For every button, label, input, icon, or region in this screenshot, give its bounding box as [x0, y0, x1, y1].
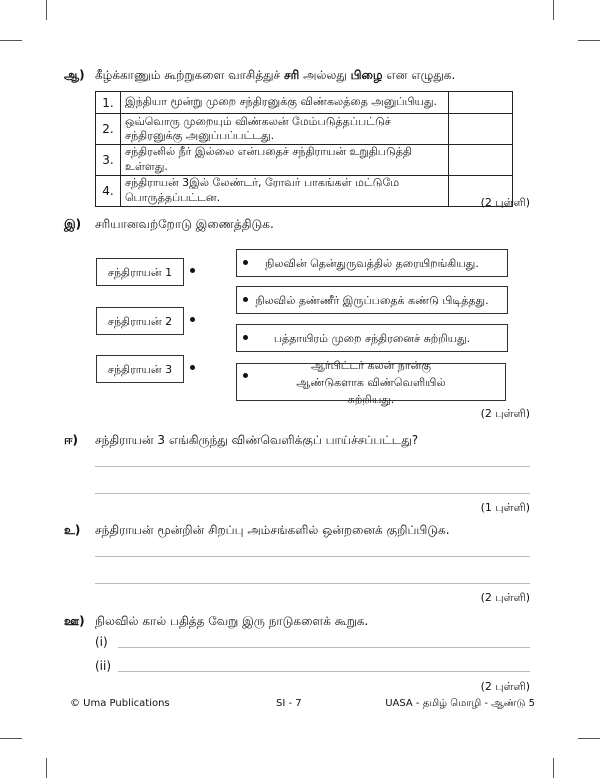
- item-i-label: (i): [95, 635, 108, 649]
- question-uu-label: ஊ): [64, 614, 85, 628]
- table-row: [96, 92, 513, 114]
- match-dot[interactable]: [190, 268, 195, 273]
- answer-line[interactable]: [118, 647, 530, 648]
- question-ii-text: சந்திராயன் 3 எங்கிருந்து விண்வெளிக்குப் பாய்ச்சப்பட்டது?: [95, 433, 419, 447]
- statement-text: ஒவ்வொரு முறையும் விண்கலன் மேம்படுத்தப்பட்டுச் சந்திரனுக்கு அனுப்பப்பட்டது.: [121, 114, 449, 145]
- question-i-label: இ): [64, 217, 82, 231]
- table-row: [96, 114, 513, 145]
- match-right-1[interactable]: நிலவின் தென்துருவத்தில் தரையிறங்கியது.: [236, 249, 508, 277]
- question-a-text-mid: அல்லது: [299, 68, 351, 82]
- answer-line[interactable]: [95, 556, 530, 557]
- row-number: 1.: [96, 92, 121, 114]
- wrong-word: பிழை: [350, 68, 383, 82]
- match-left-3[interactable]: சந்திராயன் 3: [96, 355, 184, 383]
- marks-label: (2 புள்ளி): [480, 680, 530, 693]
- question-a-text: [95, 68, 455, 84]
- match-right-3[interactable]: பத்தாயிரம் முறை சந்திரனைச் சுற்றியது.: [236, 324, 508, 352]
- row-number: 2.: [96, 114, 121, 145]
- correct-word: சரி: [284, 68, 300, 82]
- answer-cell[interactable]: [449, 145, 513, 176]
- match-dot[interactable]: [243, 335, 248, 340]
- footer-page-number: SI - 7: [276, 698, 302, 709]
- statement-text: இந்தியா மூன்று முறை சந்திரனுக்கு விண்கலத்தை அனுப்பியது.: [121, 92, 449, 114]
- crop-mark: [0, 738, 22, 739]
- match-dot[interactable]: [243, 297, 248, 302]
- crop-mark: [553, 0, 554, 20]
- crop-mark: [46, 0, 47, 20]
- match-dot[interactable]: [243, 260, 248, 265]
- match-dot[interactable]: [190, 317, 195, 322]
- answer-line[interactable]: [95, 466, 530, 467]
- question-u-text: சந்திராயன் மூன்றின் சிறப்பு அம்சங்களில் ஒன்றனைக் குறிப்பிடுக.: [95, 523, 450, 537]
- match-left-2[interactable]: சந்திராயன் 2: [96, 307, 184, 335]
- marks-label: (2 புள்ளி): [480, 196, 530, 209]
- footer-subject: UASA - தமிழ் மொழி - ஆண்டு 5: [385, 698, 535, 709]
- marks-label: (2 புள்ளி): [480, 591, 530, 604]
- table-row: [96, 145, 513, 176]
- answer-cell[interactable]: [449, 114, 513, 145]
- question-a-label: ஆ): [64, 68, 85, 82]
- marks-label: (1 புள்ளி): [480, 501, 530, 514]
- row-number: 3.: [96, 145, 121, 176]
- match-right-2[interactable]: நிலவில் தண்ணீர் இருப்பதைக் கண்டு பிடித்தது.: [236, 286, 508, 314]
- true-false-table: [95, 91, 513, 207]
- footer-publisher: © Uma Publications: [70, 698, 170, 709]
- question-i-text: சரியானவற்றோடு இணைத்திடுக.: [95, 217, 274, 231]
- question-a-text-suffix: என எழுதுக.: [382, 68, 456, 82]
- question-ii-label: ஈ): [64, 433, 78, 447]
- table-row: [96, 176, 513, 207]
- match-dot[interactable]: [243, 373, 248, 378]
- answer-line[interactable]: [95, 583, 530, 584]
- crop-mark: [578, 738, 600, 739]
- crop-mark: [578, 40, 600, 41]
- crop-mark: [0, 40, 22, 41]
- answer-line[interactable]: [95, 493, 530, 494]
- statement-text: சந்திராயன் 3இல் லேண்டர், ரோவர் பாகங்கள் மட்டுமே பொருத்தப்பட்டன.: [121, 176, 449, 207]
- marks-label: (2 புள்ளி): [480, 407, 530, 420]
- match-left-1[interactable]: சந்திராயன் 1: [96, 258, 184, 286]
- row-number: 4.: [96, 176, 121, 207]
- answer-cell[interactable]: [449, 92, 513, 114]
- item-ii-label: (ii): [95, 659, 112, 673]
- answer-line[interactable]: [118, 671, 530, 672]
- crop-mark: [46, 758, 47, 778]
- match-right-4[interactable]: ஆர்பிட்டர் கலன் நான்கு ஆண்டுகளாக விண்வெளியில் சுற்றியது.: [236, 363, 506, 401]
- statement-text: சந்திரனில் நீர் இல்லை என்பதைச் சந்திராயன் உறுதிபடுத்தி உள்ளது.: [121, 145, 449, 176]
- question-uu-text: நிலவில் கால் பதித்த வேறு இரு நாடுகளைக் கூறுக.: [95, 614, 369, 628]
- match-dot[interactable]: [190, 365, 195, 370]
- crop-mark: [553, 758, 554, 778]
- question-u-label: உ): [64, 523, 81, 537]
- question-a-text-prefix: கீழ்க்காணும் கூற்றுகளை வாசித்துச்: [95, 68, 285, 82]
